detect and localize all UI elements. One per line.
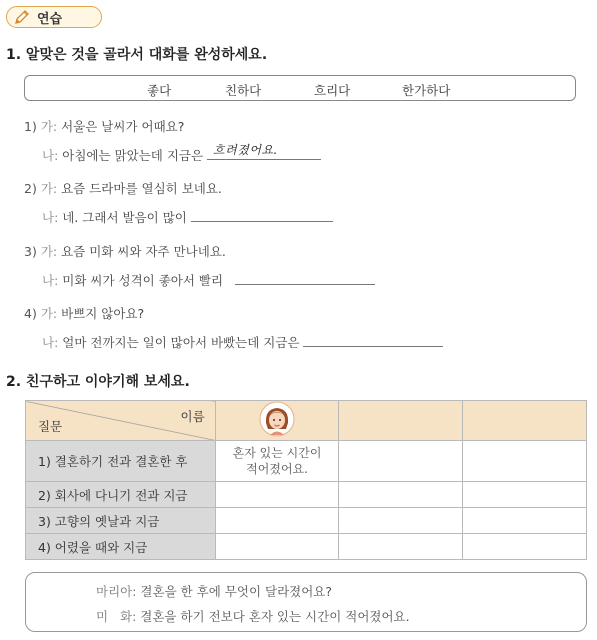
question-number: 4) (24, 306, 37, 321)
example-dialog-box (25, 572, 587, 632)
question-number: 3) (24, 244, 37, 259)
header-name-label: 이름 (180, 409, 205, 424)
row-question-label: 4) 어렸을 때와 지금 (26, 534, 216, 560)
dialog-text: 결혼을 하기 전보다 혼자 있는 시간이 적어졌어요. (140, 609, 410, 624)
answer-cell[interactable] (463, 508, 587, 534)
answer-cell[interactable] (339, 534, 463, 560)
answer-cell[interactable] (339, 441, 463, 482)
section1-title: 1. 알맞은 것을 골라서 대화를 완성하세요. (6, 47, 268, 63)
answer-line: 혼자 있는 시간이 (232, 446, 322, 460)
pencil-icon (13, 8, 31, 26)
row-question-label: 1) 결혼하기 전과 결혼한 후 (26, 441, 216, 482)
table-header-row (26, 401, 587, 441)
section2-title: 2. 친구하고 이야기해 보세요. (6, 374, 190, 390)
dialog-speaker: 마리아: (96, 584, 137, 599)
header-friend-cell (215, 401, 339, 441)
question-2-line-a (24, 179, 222, 197)
table-row (26, 482, 587, 508)
answer-cell[interactable] (215, 482, 339, 508)
question-1-line-a (24, 117, 184, 135)
answer-prompt: 얼마 전까지는 일이 많아서 바빴는데 지금은 (62, 335, 300, 350)
badge-label: 연습 (37, 11, 63, 27)
table-row (26, 534, 587, 560)
table-row (26, 508, 587, 534)
answer-cell[interactable] (463, 534, 587, 560)
row-question-label: 3) 고향의 옛날과 지금 (26, 508, 216, 534)
answer-cell[interactable] (339, 508, 463, 534)
header-diagonal-cell (26, 401, 216, 441)
header-empty-cell (463, 401, 587, 441)
question-number: 1) (24, 119, 37, 134)
answer-blank[interactable] (207, 145, 321, 160)
word-bank-item: 한가하다 (402, 83, 451, 98)
speaker: 나: (42, 148, 59, 163)
dialog-text: 결혼을 한 후에 무엇이 달라졌어요? (140, 584, 333, 599)
question-text: 서울은 날씨가 어때요? (61, 119, 185, 134)
answer-cell[interactable] (463, 482, 587, 508)
word-bank (24, 75, 576, 101)
answer-prompt: 아침에는 맑았는데 지금은 (62, 148, 204, 163)
answer-blank[interactable] (303, 332, 443, 347)
header-empty-cell (339, 401, 463, 441)
answer-blank[interactable] (191, 207, 333, 222)
answer-prompt: 미화 씨가 성격이 좋아서 빨리 (62, 273, 224, 288)
speaker: 나: (42, 335, 59, 350)
question-4-line-a (24, 304, 144, 322)
dialog-line (96, 582, 332, 600)
speaker: 가: (40, 306, 58, 321)
survey-table (25, 400, 587, 560)
answer-line: 적어졌어요. (246, 462, 308, 476)
question-text: 요즘 드라마를 열심히 보네요. (61, 181, 222, 196)
practice-badge (6, 6, 102, 28)
answer-cell[interactable] (463, 441, 587, 482)
answer-cell[interactable] (339, 482, 463, 508)
word-bank-item: 좋다 (147, 83, 172, 98)
question-1-line-b (42, 145, 321, 164)
answer-blank[interactable] (235, 270, 375, 285)
question-text: 바쁘지 않아요? (61, 306, 145, 321)
question-2-line-b (42, 207, 333, 226)
speaker: 나: (42, 210, 59, 225)
question-number: 2) (24, 181, 37, 196)
word-bank-item: 친하다 (225, 83, 262, 98)
dialog-line (96, 607, 410, 625)
speaker: 가: (40, 119, 58, 134)
answer-cell[interactable] (215, 508, 339, 534)
question-3-line-a (24, 242, 226, 260)
question-4-line-b (42, 332, 443, 351)
question-3-line-b (42, 270, 375, 289)
speaker: 가: (40, 244, 58, 259)
answer-cell[interactable] (215, 534, 339, 560)
question-text: 요즘 미화 씨와 자주 만나네요. (61, 244, 226, 259)
dialog-speaker: 미 화: (96, 609, 137, 624)
speaker: 가: (40, 181, 58, 196)
handwritten-answer: 흐려졌어요. (213, 143, 278, 157)
avatar-icon (259, 401, 295, 437)
answer-prompt: 네. 그래서 발음이 많이 (62, 210, 187, 225)
row-question-label: 2) 회사에 다니기 전과 지금 (26, 482, 216, 508)
answer-cell[interactable] (215, 441, 339, 482)
speaker: 나: (42, 273, 59, 288)
table-row (26, 441, 587, 482)
header-question-label: 질문 (38, 419, 63, 434)
word-bank-item: 흐리다 (314, 83, 351, 98)
